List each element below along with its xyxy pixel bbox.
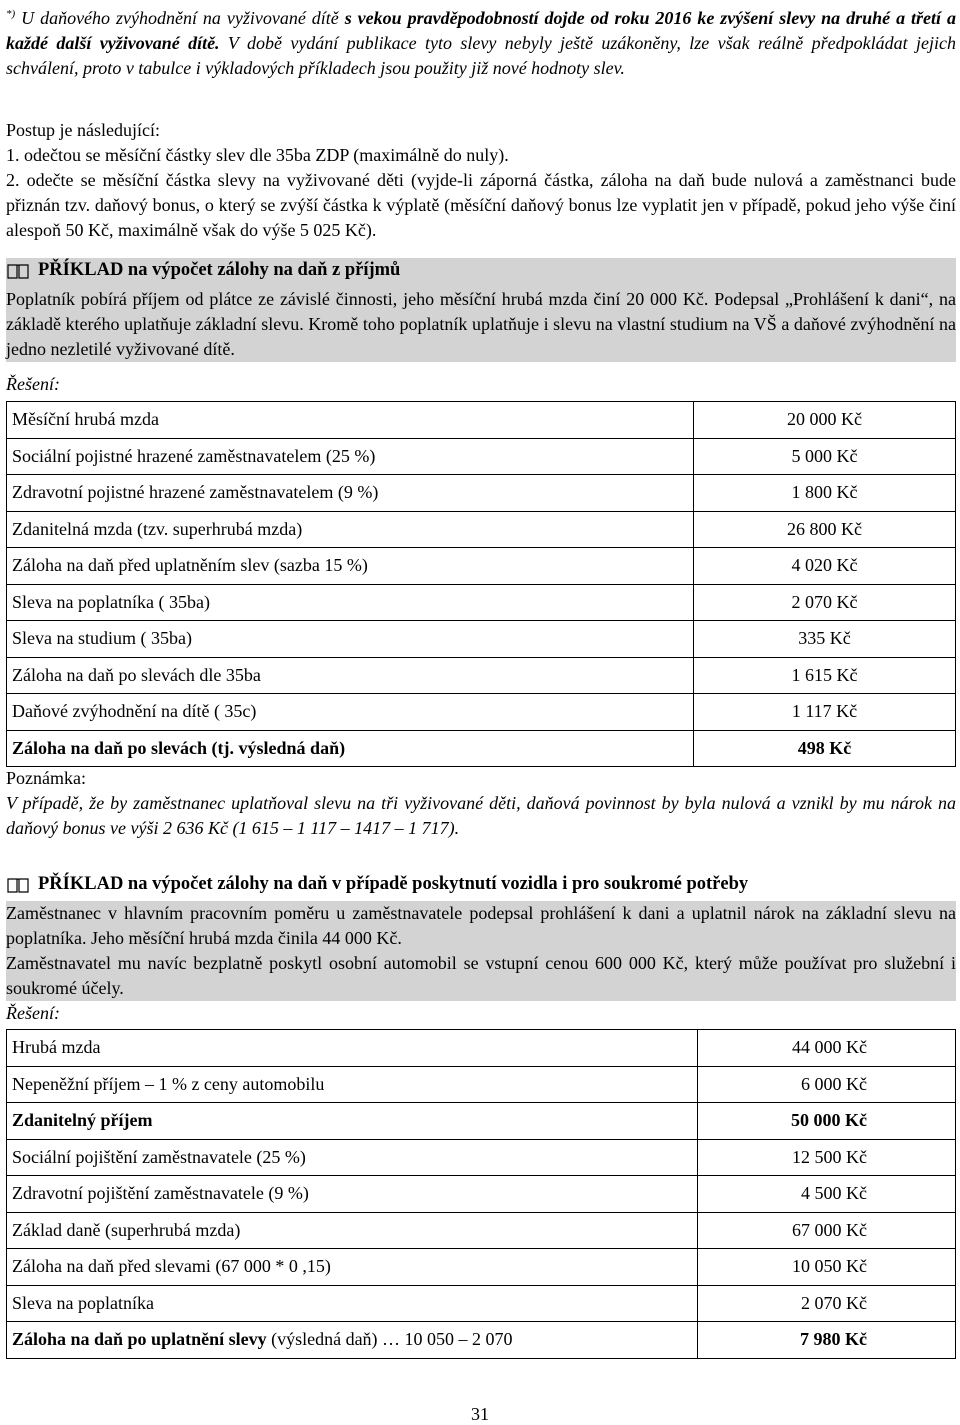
row-label: Zdravotní pojistné hrazené zaměstnavatelem (9 %) — [7, 475, 694, 512]
row-value: 498 Kč — [694, 730, 956, 767]
table-row — [7, 438, 956, 475]
row-value: 5 000 Kč — [694, 438, 956, 475]
example2-title: PŘÍKLAD na výpočet zálohy na daň v případě poskytnutí vozidla i pro soukromé potřeby — [38, 874, 749, 894]
table-row — [7, 1030, 956, 1067]
example2-section — [6, 872, 956, 1026]
row-label: Zdanitelná mzda (tzv. superhrubá mzda) — [7, 511, 694, 548]
table-row — [7, 548, 956, 585]
table-row — [7, 694, 956, 731]
row-label: Záloha na daň po slevách dle 35ba — [7, 657, 694, 694]
procedure-section — [6, 118, 956, 243]
row-label: Zdanitelný příjem — [7, 1103, 698, 1140]
table-row — [7, 511, 956, 548]
row-label: Sociální pojištění zaměstnavatele (25 %) — [7, 1139, 698, 1176]
row-value: 335 Kč — [694, 621, 956, 658]
table-row — [7, 621, 956, 658]
procedure-heading: Postup je následující: — [6, 120, 160, 140]
table-row — [7, 1285, 956, 1322]
row-value: 12 500 Kč — [698, 1139, 956, 1176]
row-label: Sleva na studium ( 35ba) — [7, 621, 694, 658]
row-label — [7, 1322, 698, 1359]
row-value: 10 050 Kč — [698, 1249, 956, 1286]
example2-table — [6, 1029, 956, 1359]
table-row — [7, 1103, 956, 1140]
row-label: Nepeněžní příjem – 1 % z ceny automobilu — [7, 1066, 698, 1103]
row-value: 67 000 Kč — [698, 1212, 956, 1249]
table-row — [7, 475, 956, 512]
footnote-text-post: V době vydání publikace tyto slevy nebyly ještě uzákoněny, lze však reálně předpokládat jejich schválení, proto v tabulce i výkladových příkladech jsou použity již nové hodnoty slev. — [6, 33, 956, 78]
example1-table — [6, 401, 956, 767]
example2-title-row — [6, 872, 956, 897]
table-row — [7, 657, 956, 694]
row-value: 1 800 Kč — [694, 475, 956, 512]
row-label: Měsíční hrubá mzda — [7, 402, 694, 439]
row-value: 44 000 Kč — [698, 1030, 956, 1067]
row-value: 2 070 Kč — [694, 584, 956, 621]
row-value: 6 000 Kč — [698, 1066, 956, 1103]
row-value: 7 980 Kč — [698, 1322, 956, 1359]
example1-note — [6, 766, 956, 841]
table-row — [7, 1176, 956, 1213]
row-value: 20 000 Kč — [694, 402, 956, 439]
table-row — [7, 402, 956, 439]
row-value: 4 020 Kč — [694, 548, 956, 585]
table-row — [7, 730, 956, 767]
row-label: Zdravotní pojištění zaměstnavatele (9 %) — [7, 1176, 698, 1213]
row-label: Hrubá mzda — [7, 1030, 698, 1067]
book-icon — [6, 876, 30, 894]
table-row-result — [7, 1322, 956, 1359]
row-label: Záloha na daň před uplatněním slev (sazba 15 %) — [7, 548, 694, 585]
row-label: Daňové zvýhodnění na dítě ( 35c) — [7, 694, 694, 731]
footnote-marker: *) — [6, 8, 16, 20]
row-label: Záloha na daň před slevami (67 000 * 0 ,15) — [7, 1249, 698, 1286]
row-value: 50 000 Kč — [698, 1103, 956, 1140]
footnote — [6, 2, 956, 81]
row-label: Sleva na poplatníka ( 35ba) — [7, 584, 694, 621]
row-label: Základ daně (superhrubá mzda) — [7, 1212, 698, 1249]
row-value: 1 117 Kč — [694, 694, 956, 731]
example2-body-2: Zaměstnavatel mu navíc bezplatně poskytl osobní automobil se vstupní cenou 600 000 Kč, který může používat pro služební i soukromé účely. — [6, 953, 956, 998]
table-row — [7, 1139, 956, 1176]
example1-title: PŘÍKLAD na výpočet zálohy na daň z příjmů — [38, 260, 401, 280]
example1-box — [6, 258, 956, 362]
procedure-step-1: 1. odečtou se měsíční částky slev dle 35ba ZDP (maximálně do nuly). — [6, 145, 509, 165]
row-value: 26 800 Kč — [694, 511, 956, 548]
example2-solution-label: Řešení: — [6, 1003, 60, 1023]
row-label-rest: (výsledná daň) … 10 050 – 2 070 — [266, 1329, 513, 1350]
row-label: Sleva na poplatníka — [7, 1285, 698, 1322]
example1-solution-label: Řešení: — [6, 374, 60, 394]
row-value: 1 615 Kč — [694, 657, 956, 694]
note-text: V případě, že by zaměstnanec uplatňoval slevu na tři vyživované děti, daňová povinnost by byla nulová a vznikl by mu nárok na daňový bonus ve výši 2 636 Kč (1 615 – 1 117 – 1417 – 1 717). — [6, 793, 956, 838]
example2-body-1: Zaměstnanec v hlavním pracovním poměru u zaměstnavatele podepsal prohlášení k dani a uplatnil nárok na základní slevu na poplatníka. Jeho měsíční hrubá mzda činila 44 000 Kč. — [6, 903, 956, 948]
page-number: 31 — [471, 1404, 489, 1424]
table-row — [7, 1212, 956, 1249]
example1-body: Poplatník pobírá příjem od plátce ze závislé činnosti, jeho měsíční hrubá mzda činí 20 000 Kč. Podepsal „Prohlášení k dani“, na základě kterého uplatňuje základní slevu. Kromě toho poplatník uplatňuje i slevu na vlastní studium na VŠ a daňové zvýhodnění na jedno nezletilé vyživované dítě. — [6, 289, 956, 359]
example2-body-box — [6, 901, 956, 1001]
procedure-step-2: 2. odečte se měsíční částka slevy na vyživované děti (vyjde-li záporná částka, záloha na daň bude nulová a zaměstnanci bude přiznán tzv. daňový bonus, o který se zvýší částka k výplatě (měsíční daňový bonus lze vyplatit jen v případě, pokud jeho výše činí alespoň 50 Kč, maximálně však do výše 5 025 Kč). — [6, 170, 956, 240]
footnote-text-bold: s vekou pravděpodobností dojde od roku 2016 ke zvýšení slevy na druhé a třetí a každé další vyživované dítě. — [6, 8, 956, 53]
example1-title-row — [6, 258, 956, 283]
note-label: Poznámka: — [6, 768, 86, 788]
table-row — [7, 1066, 956, 1103]
row-label: Záloha na daň po slevách (tj. výsledná daň) — [7, 730, 694, 767]
book-icon — [6, 262, 30, 280]
table-row — [7, 1249, 956, 1286]
row-value: 4 500 Kč — [698, 1176, 956, 1213]
row-value: 2 070 Kč — [698, 1285, 956, 1322]
row-label-bold: Záloha na daň po uplatnění slevy — [12, 1329, 267, 1350]
table-row — [7, 584, 956, 621]
row-label: Sociální pojistné hrazené zaměstnavatelem (25 %) — [7, 438, 694, 475]
footnote-text-pre: U daňového zvýhodnění na vyživované dítě — [15, 8, 345, 28]
